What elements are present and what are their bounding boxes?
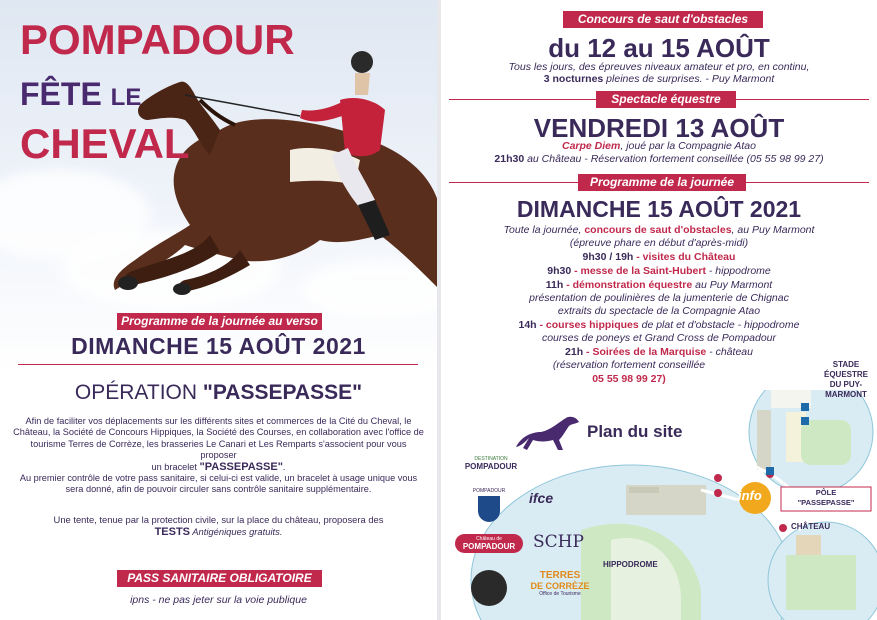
concours-dates: du 12 au 15 AOÛT [548,33,770,63]
prog-l5b: - démonstration équestre [563,279,693,291]
prog-l8c: de plat et d'obstacle - hippodrome [638,319,800,331]
stade-label [817,360,875,400]
ribbon-programme: Programme de la journée [578,174,746,191]
logo-terres-correze [525,570,595,597]
event-date: DIMANCHE 15 AOÛT 2021 [71,333,366,359]
logo-ifce: ifce [529,490,554,506]
du-puy-text: DU PUY- [829,380,863,389]
tent-info [50,514,387,538]
logo-horse-emblem [471,570,507,606]
logo-terres-b: DE CORRÈZE [530,581,590,591]
prog-l3b: - visites du Château [633,251,736,263]
tests-label: TESTS [154,525,191,538]
nocturnes: 3 nocturnes [543,73,604,85]
title-cheval: CHEVAL [20,120,190,167]
spectacle-show: Carpe Diem [562,140,621,152]
prog-line-9: courses de poneys et Grand Cross de Pompadour [541,332,777,344]
prog-line-6: présentation de poulinières de la jumenterie de Chignac [529,292,789,304]
operation-prefix: OPÉRATION [74,381,203,404]
prog-line-8 [441,319,877,332]
pole-passepasse-label [781,488,871,508]
title-fete-le [20,76,141,113]
programme-date: DIMANCHE 15 AOÛT 2021 [516,196,802,222]
prog-l5c: au Puy Marmont [692,279,773,291]
prog-line-11: (réservation fortement conseillée [552,359,706,371]
marmont-text: MARMONT [825,390,867,399]
spectacle-time-rest: au Château - Réservation fortement conseillée (05 55 98 99 27) [524,153,824,165]
spectacle-show-rest: , joué par la Compagnie Atao [620,140,756,152]
logo-town-name: POMPADOUR [472,488,506,494]
spectacle-line-2 [441,153,877,166]
prog-l8b: - courses hippiques [536,319,639,331]
prog-l1c: , au Puy Marmont [731,224,815,236]
horse-silhouette-icon [511,412,583,452]
prog-l8a: 14h [518,319,537,331]
prog-l4b: - messe de la Saint-Hubert [571,265,706,277]
logo-dest-name: POMPADOUR [464,462,518,471]
right-page [441,0,877,620]
prog-l10a: 21h [565,346,584,358]
logo-chateau-b: POMPADOUR [462,542,516,551]
operation-name: "PASSEPASSE" [202,381,363,404]
logo-terres-a: TERRES [539,570,581,581]
concours-line-1: Tous les jours, des épreuves niveaux amateur et pro, en continu, [508,61,810,73]
operation-paragraph-2: Au premier contrôle de votre pass sanitaire, si celui-ci est valide, un bracelet à usage unique vous sera donné, afin de pouvoir circuler sans contrôle sanitaire supplémentaire. [19,473,418,495]
logo-destination-pompadour [459,456,523,471]
logo-chateau-pompadour [455,534,523,553]
prog-l4a: 9h30 [547,265,572,277]
ribbon-concours: Concours de saut d'obstacles [563,11,763,28]
spectacle-line-1 [441,140,877,153]
prog-l3a: 9h30 / 19h [582,251,634,263]
left-page [0,0,437,620]
horse-rider-image [100,40,437,310]
operation-title [0,381,437,405]
prog-l10b: - Soirées de la Marquise [583,346,707,358]
pole-text: PÔLE [815,488,837,497]
prog-line-4 [441,265,877,278]
bracelet-line-prefix: un bracelet [151,461,200,472]
prog-line-2: (épreuve phare en début d'après-midi) [569,237,749,249]
title-le: LE [110,84,142,111]
operation-paragraph-1: Afin de faciliter vos déplacements sur les différents sites et commerces de la Cité du Cheval, le Château, la Société de Concours Hippiques, la Société des Courses, en collaboration avec l'office de tourisme Terres de Corrèze, les brasseries Le Canari et Les Remparts s'associent pour vous proposer [13,416,424,461]
ribbon-pass-sanitaire: PASS SANITAIRE OBLIGATOIRE [117,570,322,587]
prog-line-1 [441,224,877,237]
prog-l5a: 11h [545,279,564,291]
ribbon-spectacle: Spectacle équestre [596,91,736,108]
prog-line-5 [441,279,877,292]
bracelet-name: "PASSEPASSE" [199,460,283,473]
ribbon-programme-verso: Programme de la journée au verso [117,313,322,330]
prog-line-10 [441,346,877,359]
stade-text: STADE [832,360,860,369]
prog-line-3 [441,251,877,264]
prog-phone: 05 55 98 99 27) [592,373,666,385]
info-marker: info [738,488,762,503]
concours-line-2 [441,73,877,86]
prog-l4c: - hippodrome [705,265,771,277]
logo-pompadour-town [471,488,507,524]
spectacle-date: VENDREDI 13 AOÛT [533,113,785,143]
divider [18,364,418,365]
coat-of-arms-icon [478,496,500,522]
title-fete: FÊTE [20,76,102,112]
plan-title: Plan du site [587,422,683,441]
tests-rest: Antigéniques gratuits. [190,525,283,537]
logo-chateau-a: Château de [476,536,502,542]
chateau-label: CHÂTEAU [791,522,831,531]
prog-l1a: Toute la journée, [503,224,585,236]
concours-line-2-rest: pleines de surprises. - Puy Marmont [603,73,775,85]
tent-text: Une tente, tenue par la protection civile, sur la place du château, proposera des [53,514,384,525]
hippodrome-label: HIPPODROME [603,560,658,569]
equestre-text: ÉQUESTRE [823,370,868,379]
spectacle-time: 21h30 [494,153,525,165]
passepasse-text: "PASSEPASSE" [797,498,855,507]
title-pompadour: POMPADOUR [20,16,295,63]
bracelet-line-suffix: . [282,461,286,472]
logo-schp: SCHP [533,532,584,552]
logo-terres-c: Office de Tourisme [539,591,581,597]
prog-l10c: - château [706,346,753,358]
ipns-notice: ipns - ne pas jeter sur la voie publique [130,594,307,606]
prog-line-7: extraits du spectacle de la Compagnie Atao [557,305,761,317]
prog-l1b: concours de saut d'obstacles [584,224,732,236]
logo-dest-small: DESTINATION [474,456,508,462]
operation-body [12,416,425,496]
